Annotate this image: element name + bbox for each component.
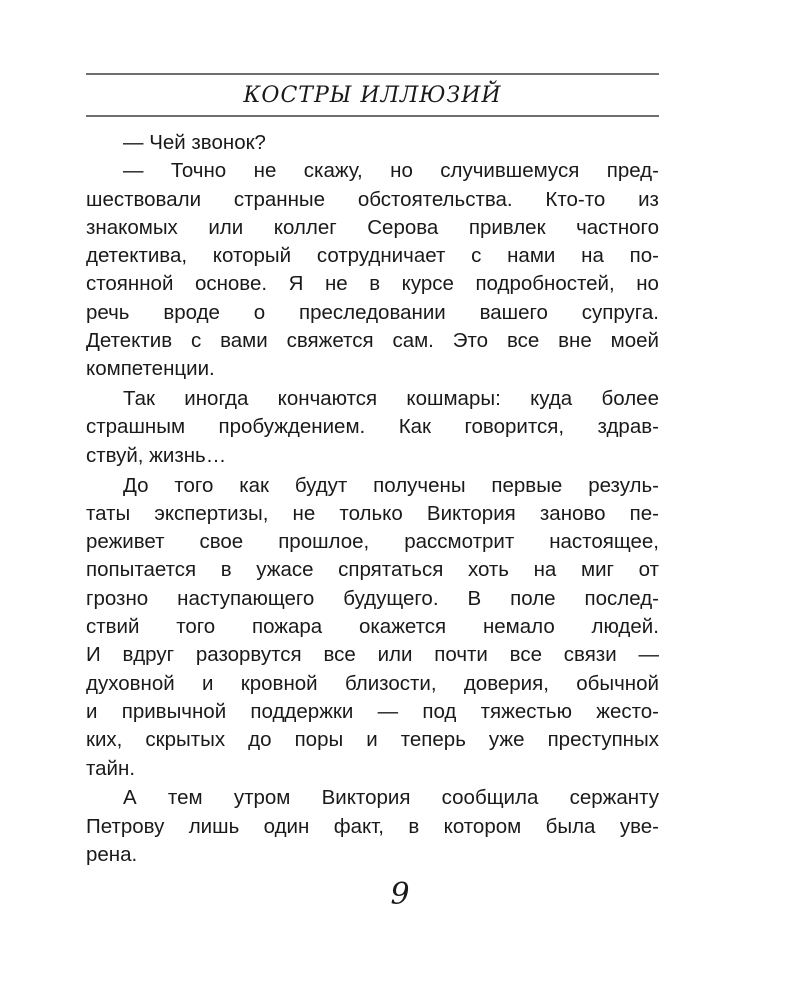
running-header — [86, 73, 659, 117]
word: сотрудничает — [316, 244, 446, 268]
line-text: страшным — [86, 415, 186, 439]
word: немало — [482, 615, 555, 639]
text-line — [86, 815, 659, 843]
word: экспертизы, — [154, 501, 269, 525]
word: окажется — [358, 615, 447, 639]
paragraph — [86, 474, 659, 785]
word: доверия, — [463, 671, 549, 695]
text-line — [86, 786, 659, 814]
word: все — [323, 643, 356, 667]
word: тем — [167, 786, 203, 810]
word: почти — [434, 643, 488, 667]
text-line — [86, 159, 659, 187]
word: обстоятельства. — [357, 187, 513, 211]
word: Кто-то — [545, 187, 606, 211]
text-line — [86, 357, 659, 385]
word: теперь — [400, 728, 466, 752]
word: кошмары: — [406, 387, 501, 411]
word: все — [509, 643, 542, 667]
word: хоть — [467, 558, 509, 582]
text-line — [86, 502, 659, 530]
line-text: речь — [86, 300, 130, 324]
text-line — [86, 415, 659, 443]
word: того — [174, 473, 214, 497]
word: до — [248, 728, 272, 752]
word: странные — [233, 187, 326, 211]
word: Это — [452, 329, 489, 353]
line-text: — Чей звонок? — [123, 131, 266, 154]
word: говорится, — [464, 415, 565, 439]
word: супруга. — [581, 300, 659, 324]
text-line — [86, 244, 659, 272]
word: нами — [507, 244, 556, 268]
word: куда — [530, 387, 573, 411]
line-text: До — [123, 473, 149, 497]
word: который — [212, 244, 292, 268]
word: моей — [610, 329, 659, 353]
word: Я — [288, 272, 304, 296]
word: настоящее, — [549, 530, 659, 554]
line-text: духовной — [86, 671, 175, 695]
word: сообщила — [441, 786, 539, 810]
line-text: А — [123, 786, 137, 810]
line-text: компетенции. — [86, 357, 215, 381]
word: поры — [294, 728, 344, 752]
text-line — [86, 329, 659, 357]
line-text: реживет — [86, 530, 165, 554]
word: все — [506, 329, 540, 353]
line-text: ких, — [86, 728, 123, 752]
word: курсе — [401, 272, 454, 296]
word: уве- — [619, 814, 659, 838]
word: связи — [563, 643, 617, 667]
word: Как — [398, 415, 432, 439]
word: заново — [539, 501, 606, 525]
word: миг — [580, 558, 614, 582]
word: — — [377, 699, 399, 723]
word: ужасе — [256, 558, 314, 582]
word: привлек — [468, 215, 546, 239]
word: рассмотрит — [404, 530, 515, 554]
text-line — [86, 615, 659, 643]
line-text: таты — [86, 501, 131, 525]
word: сам. — [392, 329, 434, 353]
word: вне — [558, 329, 592, 353]
text-line — [86, 474, 659, 502]
text-line — [86, 131, 659, 159]
word: прошлое, — [278, 530, 370, 554]
word: факт, — [333, 814, 384, 838]
word: наступающего — [177, 586, 315, 610]
word: Виктория — [426, 501, 516, 525]
word: скажу, — [303, 159, 363, 183]
body-text — [86, 131, 659, 871]
line-text: Так — [123, 387, 155, 411]
word: Точно — [170, 159, 227, 183]
word: кровной — [240, 671, 318, 695]
word: резуль- — [588, 473, 659, 497]
text-line — [86, 728, 659, 756]
word: преступных — [547, 728, 659, 752]
word: но — [636, 272, 659, 296]
word: поле — [510, 586, 556, 610]
word: частного — [576, 215, 659, 239]
word: вдруг — [122, 643, 175, 667]
word: послед- — [584, 586, 659, 610]
word: привычной — [121, 699, 227, 723]
line-text: — — [123, 159, 144, 183]
word: в — [220, 558, 232, 582]
word: тяжестью — [480, 699, 572, 723]
word: более — [601, 387, 659, 411]
word: — — [638, 643, 659, 667]
line-text: шествовали — [86, 187, 202, 211]
text-line — [86, 216, 659, 244]
line-text: И — [86, 643, 101, 667]
text-line — [86, 558, 659, 586]
word: вами — [220, 329, 268, 353]
word: будущего. — [343, 586, 439, 610]
line-text: попытается — [86, 558, 197, 582]
word: не — [253, 159, 277, 183]
word: разорвутся — [195, 643, 302, 667]
paragraph — [86, 387, 659, 472]
word: жесто- — [596, 699, 659, 723]
line-text: и — [86, 699, 98, 723]
word: только — [339, 501, 403, 525]
word: вроде — [163, 300, 220, 324]
word: здрав- — [597, 415, 659, 439]
book-title: КОСТРЫ ИЛЛЮЗИЙ — [243, 82, 502, 108]
word: коллег — [273, 215, 337, 239]
word: близости, — [344, 671, 437, 695]
word: в — [369, 272, 381, 296]
word: первые — [491, 473, 563, 497]
word: с — [471, 244, 482, 268]
word: один — [263, 814, 310, 838]
word: пожара — [252, 615, 323, 639]
paragraph — [86, 131, 659, 159]
word: свое — [199, 530, 244, 554]
word: но — [390, 159, 413, 183]
word: будут — [294, 473, 348, 497]
word: или — [377, 643, 413, 667]
word: свяжется — [286, 329, 374, 353]
word: под — [422, 699, 457, 723]
word: в — [408, 814, 420, 838]
text-line — [86, 672, 659, 700]
word: обычной — [576, 671, 659, 695]
word: пе- — [629, 501, 659, 525]
word: или — [208, 215, 244, 239]
paragraph — [86, 159, 659, 385]
line-text: знакомых — [86, 215, 178, 239]
text-line — [86, 530, 659, 558]
word: на — [581, 244, 604, 268]
line-text: Детектив — [86, 329, 173, 353]
word: по- — [629, 244, 659, 268]
word: людей. — [591, 615, 659, 639]
line-text: детектива, — [86, 244, 188, 268]
line-text: грозно — [86, 586, 149, 610]
line-text: ствий — [86, 615, 140, 639]
word: спрятаться — [338, 558, 444, 582]
word: того — [176, 615, 216, 639]
word: скрытых — [145, 728, 226, 752]
word: пред- — [606, 159, 659, 183]
word: вашего — [479, 300, 548, 324]
word: с — [190, 329, 202, 353]
word: получены — [373, 473, 466, 497]
text-line — [86, 188, 659, 216]
text-line — [86, 843, 659, 871]
word: о — [253, 300, 266, 324]
text-line — [86, 272, 659, 300]
line-text: тайн. — [86, 756, 136, 780]
text-line — [86, 301, 659, 329]
word: подробностей, — [475, 272, 615, 296]
word: от — [638, 558, 659, 582]
word: котором — [443, 814, 522, 838]
word: случившемуся — [440, 159, 580, 183]
line-text: стоянной — [86, 272, 174, 296]
word: была — [545, 814, 596, 838]
word: лишь — [188, 814, 240, 838]
word: не — [324, 272, 348, 296]
line-text: рена. — [86, 842, 138, 866]
word: пробуждением. — [218, 415, 366, 439]
word: основе. — [194, 272, 268, 296]
word: и — [366, 728, 378, 752]
page-number: 9 — [390, 877, 410, 912]
word: уже — [488, 728, 525, 752]
word: поддержки — [250, 699, 354, 723]
word: Серова — [367, 215, 439, 239]
text-line — [86, 444, 659, 472]
word: и — [202, 671, 214, 695]
text-line — [86, 757, 659, 785]
text-line — [86, 587, 659, 615]
word: как — [239, 473, 269, 497]
word: не — [292, 501, 316, 525]
paragraph — [86, 786, 659, 871]
text-line — [86, 387, 659, 415]
line-text: ствуй, жизнь… — [86, 443, 227, 467]
word: иногда — [184, 387, 249, 411]
word: В — [467, 586, 482, 610]
word: преследовании — [299, 300, 446, 324]
word: кончаются — [277, 387, 378, 411]
line-text: Петрову — [86, 814, 165, 838]
text-line — [86, 700, 659, 728]
word: Виктория — [321, 786, 411, 810]
word: утром — [233, 786, 291, 810]
word: сержанту — [569, 786, 659, 810]
word: из — [638, 187, 659, 211]
text-line — [86, 643, 659, 671]
word: на — [533, 558, 557, 582]
